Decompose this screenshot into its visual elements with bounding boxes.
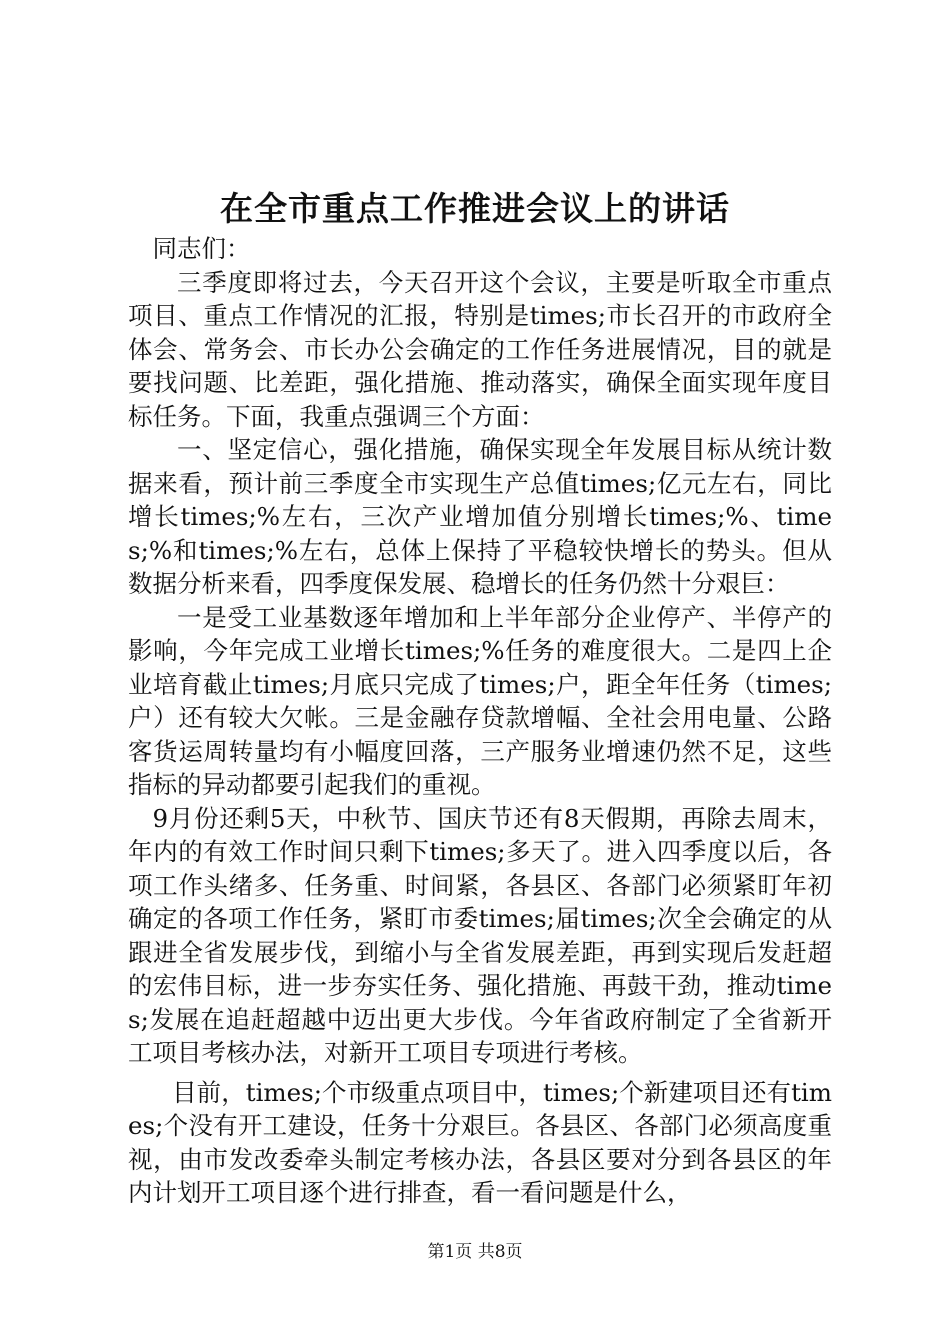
paragraph-difficulties: 一是受工业基数逐年增加和上半年部分企业停产、半停产的影响，今年完成工业增长times;%任务的难度很大。二是四上企业培育截止times;月底只完成了times;户，距全年任务（times;户）还有较大欠帐。三是金融存贷款增幅、全社会用电量、公路客货运周转量均有小幅度回落，三产服务业增速仍然不足，这些指标的异动都要引起我们的重视。: [128, 602, 832, 799]
paragraph-projects: 目前，times;个市级重点项目中，times;个新建项目还有times;个没有开工建设，任务十分艰巨。各县区、各部门必须高度重视，由市发改委牵头制定考核办法，各县区要对分到各县区的年内计划开工项目逐个进行排查，看一看问题是什么，: [128, 1077, 832, 1207]
greeting: 同志们：: [152, 234, 251, 263]
paragraph-remaining-time: 9月份还剩5天，中秋节、国庆节还有8天假期，再除去周末，年内的有效工作时间只剩下times;多天了。进入四季度以后，各项工作头绪多、任务重、时间紧，各县区、各部门必须紧盯年初确定的各项工作任务，紧盯市委times;届times;次全会确定的从跟进全省发展步伐，到缩小与全省发展差距，再到实现后发赶超的宏伟目标，进一步夯实任务、强化措施、再鼓干劲，推动times;发展在追赶超越中迈出更大步伐。今年省政府制定了全省新开工项目考核办法，对新开工项目专项进行考核。: [128, 803, 832, 1067]
page-footer: 第1页 共8页: [427, 1242, 523, 1262]
document-body: [128, 232, 832, 1210]
paragraph-intro: 三季度即将过去，今天召开这个会议，主要是听取全市重点项目、重点工作情况的汇报，特别是times;市长召开的市政府全体会、常务会、市长办公会确定的工作任务进展情况，目的就是要找问题、比差距，强化措施、推动落实，确保全面实现年度目标任务。下面，我重点强调三个方面：: [128, 267, 832, 431]
document-title: 在全市重点工作推进会议上的讲话: [220, 189, 730, 228]
paragraph-section-one: 一、坚定信心，强化措施，确保实现全年发展目标从统计数据来看，预计前三季度全市实现生产总值times;亿元左右，同比增长times;%左右，三次产业增加值分别增长times;%、times;%和times;%左右，总体上保持了平稳较快增长的势头。但从数据分析来看，四季度保发展、稳增长的任务仍然十分艰巨：: [128, 435, 832, 598]
